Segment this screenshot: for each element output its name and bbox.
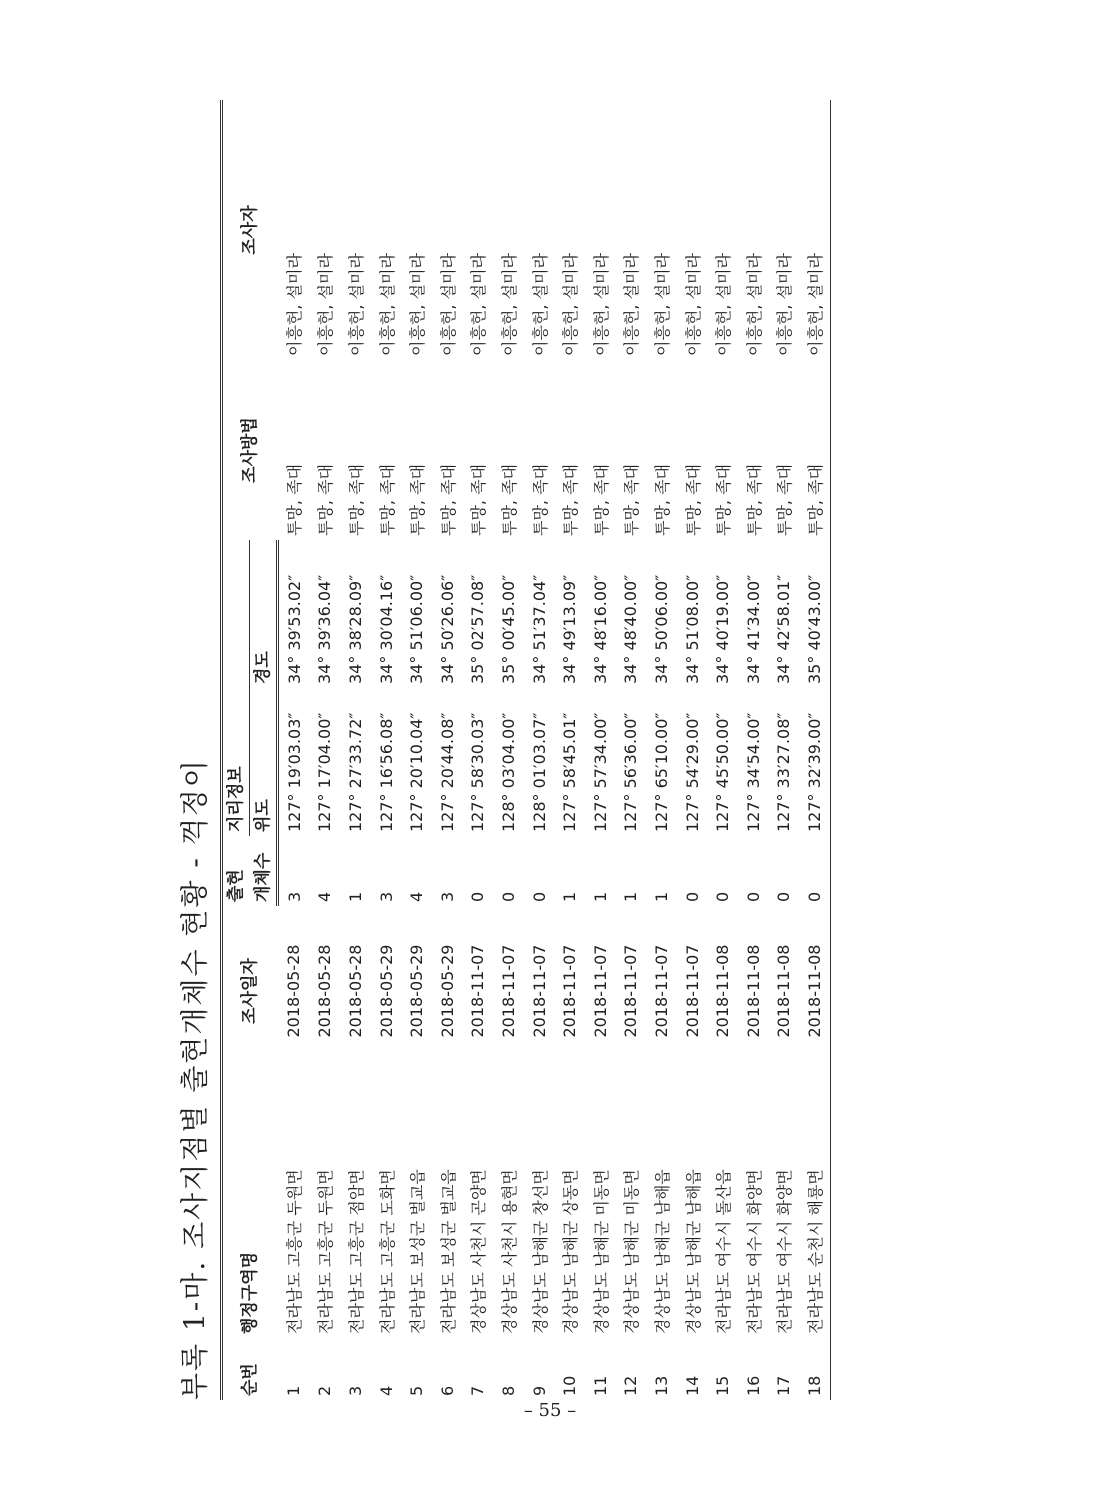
cell-count: 3 — [376, 891, 396, 902]
table-row — [769, 100, 800, 1400]
cell-region: 경상남도 남해군 창선면 — [530, 1169, 550, 1334]
cell-count: 4 — [407, 891, 427, 902]
cell-lon: 34° 39′36.04″ — [315, 574, 335, 684]
cell-date: 2018-11-08 — [774, 944, 794, 1038]
cell-region: 전라남도 고흥군 도화면 — [377, 1169, 397, 1334]
table-row — [585, 100, 616, 1400]
cell-surveyor: 이흥헌, 설미라 — [346, 253, 366, 356]
cell-date: 2018-11-08 — [799, 906, 830, 1076]
cell-region: 경상남도 사천시 곤양면 — [469, 1169, 489, 1334]
cell-surveyor: 이흥헌, 설미라 — [285, 253, 305, 356]
cell-no: 7 — [468, 1385, 488, 1396]
cell-no: 17 — [774, 1375, 794, 1396]
cell-method: 투망, 족대 — [683, 463, 703, 536]
cell-no: 8 — [498, 1385, 518, 1396]
cell-lon: 34° 51′08.00″ — [682, 574, 702, 684]
table-row — [310, 100, 341, 1400]
cell-method: 투망, 족대 — [438, 463, 458, 536]
cell-lat: 127° 17′04.00″ — [315, 712, 335, 832]
cell-surveyor: 이흥헌, 설미라 — [530, 253, 550, 356]
cell-lon: 34° 51′06.00″ — [407, 574, 427, 684]
cell-region: 전라남도 순천시 해룡면 — [799, 1076, 830, 1338]
cell-method: 투망, 족대 — [799, 360, 830, 540]
cell-region: 전라남도 고흥군 두원면 — [316, 1169, 336, 1334]
table-row — [463, 100, 494, 1400]
cell-count: 0 — [713, 891, 733, 902]
cell-surveyor: 이흥헌, 설미라 — [469, 253, 489, 356]
cell-count: 3 — [437, 891, 457, 902]
cell-surveyor: 이흥헌, 설미라 — [591, 253, 611, 356]
cell-lat: 127° 54′29.00″ — [682, 712, 702, 832]
table-row — [524, 100, 555, 1400]
cell-lat: 127° 34′54.00″ — [743, 712, 763, 832]
table-row — [677, 100, 708, 1400]
cell-lat: 127° 56′36.00″ — [621, 712, 641, 832]
cell-no: 13 — [651, 1375, 671, 1396]
cell-lat: 128° 03′04.00″ — [498, 712, 518, 832]
cell-surveyor: 이흥헌, 설미라 — [652, 253, 672, 356]
cell-method: 투망, 족대 — [775, 463, 795, 536]
cell-lat: 127° 27′33.72″ — [345, 712, 365, 832]
header-lat: 위도 — [250, 688, 278, 836]
cell-method: 투망, 족대 — [499, 463, 519, 536]
cell-count: 0 — [682, 891, 702, 902]
header-lon: 경도 — [250, 540, 278, 688]
cell-region: 경상남도 사천시 용현면 — [499, 1169, 519, 1334]
cell-lon: 35° 00′45.00″ — [498, 574, 518, 684]
table-row — [278, 100, 310, 1400]
cell-date: 2018-11-07 — [468, 944, 488, 1038]
cell-date: 2018-11-07 — [682, 944, 702, 1038]
cell-method: 투망, 족대 — [377, 463, 397, 536]
cell-lat: 127° 57′34.00″ — [590, 712, 610, 832]
cell-method: 투망, 족대 — [652, 463, 672, 536]
table-row — [707, 100, 738, 1400]
cell-count: 4 — [315, 891, 335, 902]
cell-lat: 128° 01′03.07″ — [529, 712, 549, 832]
cell-region: 전라남도 고흥군 점암면 — [346, 1169, 366, 1334]
cell-count: 0 — [529, 891, 549, 902]
cell-lat: 127° 16′56.08″ — [376, 712, 396, 832]
cell-count: 0 — [468, 891, 488, 902]
header-count-line2: 개체수 — [250, 836, 278, 906]
cell-no: 2 — [315, 1385, 335, 1396]
cell-lon: 34° 40′19.00″ — [713, 574, 733, 684]
table-row — [799, 100, 830, 1400]
cell-surveyor: 이흥헌, 설미라 — [316, 253, 336, 356]
cell-lon: 34° 48′40.00″ — [621, 574, 641, 684]
cell-method: 투망, 족대 — [622, 463, 642, 536]
cell-method: 투망, 족대 — [714, 463, 734, 536]
header-surveyor: 조사자 — [240, 205, 261, 255]
table-row — [738, 100, 769, 1400]
cell-method: 투망, 족대 — [561, 463, 581, 536]
cell-lat: 127° 45′50.00″ — [713, 712, 733, 832]
survey-table — [220, 100, 831, 1400]
table-row — [432, 100, 463, 1400]
cell-lat: 127° 58′45.01″ — [560, 712, 580, 832]
cell-lon: 34° 39′53.02″ — [284, 574, 304, 684]
cell-region: 전라남도 여수시 화양면 — [744, 1169, 764, 1334]
cell-surveyor: 이흥헌, 설미라 — [744, 253, 764, 356]
cell-no: 3 — [345, 1385, 365, 1396]
cell-count: 1 — [590, 891, 610, 902]
cell-region: 경상남도 남해군 미동면 — [622, 1169, 642, 1334]
cell-surveyor: 이흥헌, 설미라 — [438, 253, 458, 356]
header-method: 조사방법 — [240, 417, 261, 483]
cell-no: 6 — [437, 1385, 457, 1396]
page-number: – 55 – — [523, 1400, 577, 1421]
cell-lat: 127° 58′30.03″ — [468, 712, 488, 832]
table-row — [340, 100, 371, 1400]
cell-surveyor: 이흥헌, 설미라 — [775, 253, 795, 356]
cell-region: 경상남도 남해군 상동면 — [561, 1169, 581, 1334]
cell-no: 4 — [376, 1385, 396, 1396]
cell-method: 투망, 족대 — [316, 463, 336, 536]
cell-no: 11 — [590, 1375, 610, 1396]
table-body — [278, 100, 831, 1400]
cell-surveyor: 이흥헌, 설미라 — [408, 253, 428, 356]
cell-date: 2018-05-28 — [345, 944, 365, 1038]
header-region: 행정구역명 — [240, 1251, 261, 1334]
cell-lon: 34° 50′06.00″ — [651, 574, 671, 684]
table-row — [493, 100, 524, 1400]
cell-count: 1 — [560, 891, 580, 902]
cell-no: 18 — [799, 1338, 830, 1400]
cell-lat: 127° 65′10.00″ — [651, 712, 671, 832]
cell-date: 2018-11-08 — [743, 944, 763, 1038]
cell-surveyor: 이흥헌, 설미라 — [499, 253, 519, 356]
cell-region: 전라남도 보성군 벌교읍 — [408, 1169, 428, 1334]
cell-lon: 34° 38′28.09″ — [345, 574, 365, 684]
cell-no: 1 — [284, 1385, 304, 1396]
cell-no: 9 — [529, 1385, 549, 1396]
cell-lon: 35° 40′43.00″ — [799, 540, 830, 688]
cell-no: 5 — [407, 1385, 427, 1396]
cell-date: 2018-05-28 — [315, 944, 335, 1038]
rotated-page — [175, 100, 855, 1400]
cell-method: 투망, 족대 — [346, 463, 366, 536]
cell-count: 0 — [498, 891, 518, 902]
header-seq: 순번 — [240, 1363, 261, 1396]
cell-lon: 34° 51′37.04″ — [529, 574, 549, 684]
page-title: 부록 1-마. 조사지점별 출현개체수 현황 - 꺽정이 — [178, 758, 211, 1400]
cell-lat: 127° 20′10.04″ — [407, 712, 427, 832]
cell-no: 15 — [713, 1375, 733, 1396]
cell-no: 12 — [621, 1375, 641, 1396]
cell-lat: 127° 33′27.08″ — [774, 712, 794, 832]
cell-method: 투망, 족대 — [591, 463, 611, 536]
cell-region: 전라남도 여수시 화양면 — [775, 1169, 795, 1334]
cell-count: 1 — [651, 891, 671, 902]
cell-count: 3 — [284, 891, 304, 902]
cell-surveyor: 이흥헌, 설미라 — [622, 253, 642, 356]
table-row — [554, 100, 585, 1400]
header-geo: 지리정보 — [222, 540, 250, 836]
cell-lon: 34° 49′13.09″ — [560, 574, 580, 684]
cell-date: 2018-05-28 — [284, 944, 304, 1038]
cell-lon: 34° 50′26.06″ — [437, 574, 457, 684]
cell-date: 2018-05-29 — [407, 944, 427, 1038]
cell-date: 2018-11-07 — [560, 944, 580, 1038]
cell-date: 2018-11-07 — [529, 944, 549, 1038]
cell-lon: 34° 30′04.16″ — [376, 574, 396, 684]
cell-lat: 127° 19′03.03″ — [284, 712, 304, 832]
cell-surveyor: 이흥헌, 설미라 — [377, 253, 397, 356]
cell-region: 경상남도 남해군 남해읍 — [652, 1169, 672, 1334]
cell-region: 전라남도 여수시 돌산읍 — [714, 1169, 734, 1334]
cell-region: 전라남도 고흥군 두원면 — [285, 1169, 305, 1334]
cell-date: 2018-05-29 — [376, 944, 396, 1038]
cell-date: 2018-11-07 — [621, 944, 641, 1038]
cell-date: 2018-05-29 — [437, 944, 457, 1038]
cell-no: 16 — [743, 1375, 763, 1396]
cell-method: 투망, 족대 — [408, 463, 428, 536]
cell-surveyor: 이흥헌, 설미라 — [714, 253, 734, 356]
cell-method: 투망, 족대 — [469, 463, 489, 536]
cell-count: 1 — [345, 891, 365, 902]
cell-lat: 127° 32′39.00″ — [799, 688, 830, 836]
cell-count: 0 — [743, 891, 763, 902]
cell-no: 14 — [682, 1375, 702, 1396]
cell-region: 전라남도 보성군 벌교읍 — [438, 1169, 458, 1334]
cell-date: 2018-11-07 — [590, 944, 610, 1038]
cell-date: 2018-11-07 — [498, 944, 518, 1038]
cell-region: 경상남도 남해군 남해읍 — [683, 1169, 703, 1334]
cell-lon: 35° 02′57.08″ — [468, 574, 488, 684]
table-row — [371, 100, 402, 1400]
cell-method: 투망, 족대 — [285, 463, 305, 536]
cell-lon: 34° 41′34.00″ — [743, 574, 763, 684]
table-row — [646, 100, 677, 1400]
table-row — [401, 100, 432, 1400]
header-row-1 — [222, 100, 250, 1400]
cell-surveyor: 이흥헌, 설미라 — [683, 253, 703, 356]
cell-surveyor: 이흥헌, 설미라 — [561, 253, 581, 356]
cell-lon: 34° 42′58.01″ — [774, 574, 794, 684]
header-date: 조사일자 — [240, 958, 261, 1024]
cell-method: 투망, 족대 — [744, 463, 764, 536]
cell-lon: 34° 48′16.00″ — [590, 574, 610, 684]
cell-count: 0 — [774, 891, 794, 902]
cell-count: 0 — [799, 836, 830, 906]
cell-no: 10 — [560, 1375, 580, 1396]
header-count-line1: 출현 — [226, 869, 247, 902]
cell-region: 경상남도 남해군 미동면 — [591, 1169, 611, 1334]
cell-date: 2018-11-07 — [651, 944, 671, 1038]
cell-method: 투망, 족대 — [530, 463, 550, 536]
cell-surveyor: 이흥헌, 설미라 — [799, 100, 830, 360]
cell-count: 1 — [621, 891, 641, 902]
table-row — [616, 100, 647, 1400]
cell-date: 2018-11-08 — [713, 944, 733, 1038]
cell-lat: 127° 20′44.08″ — [437, 712, 457, 832]
